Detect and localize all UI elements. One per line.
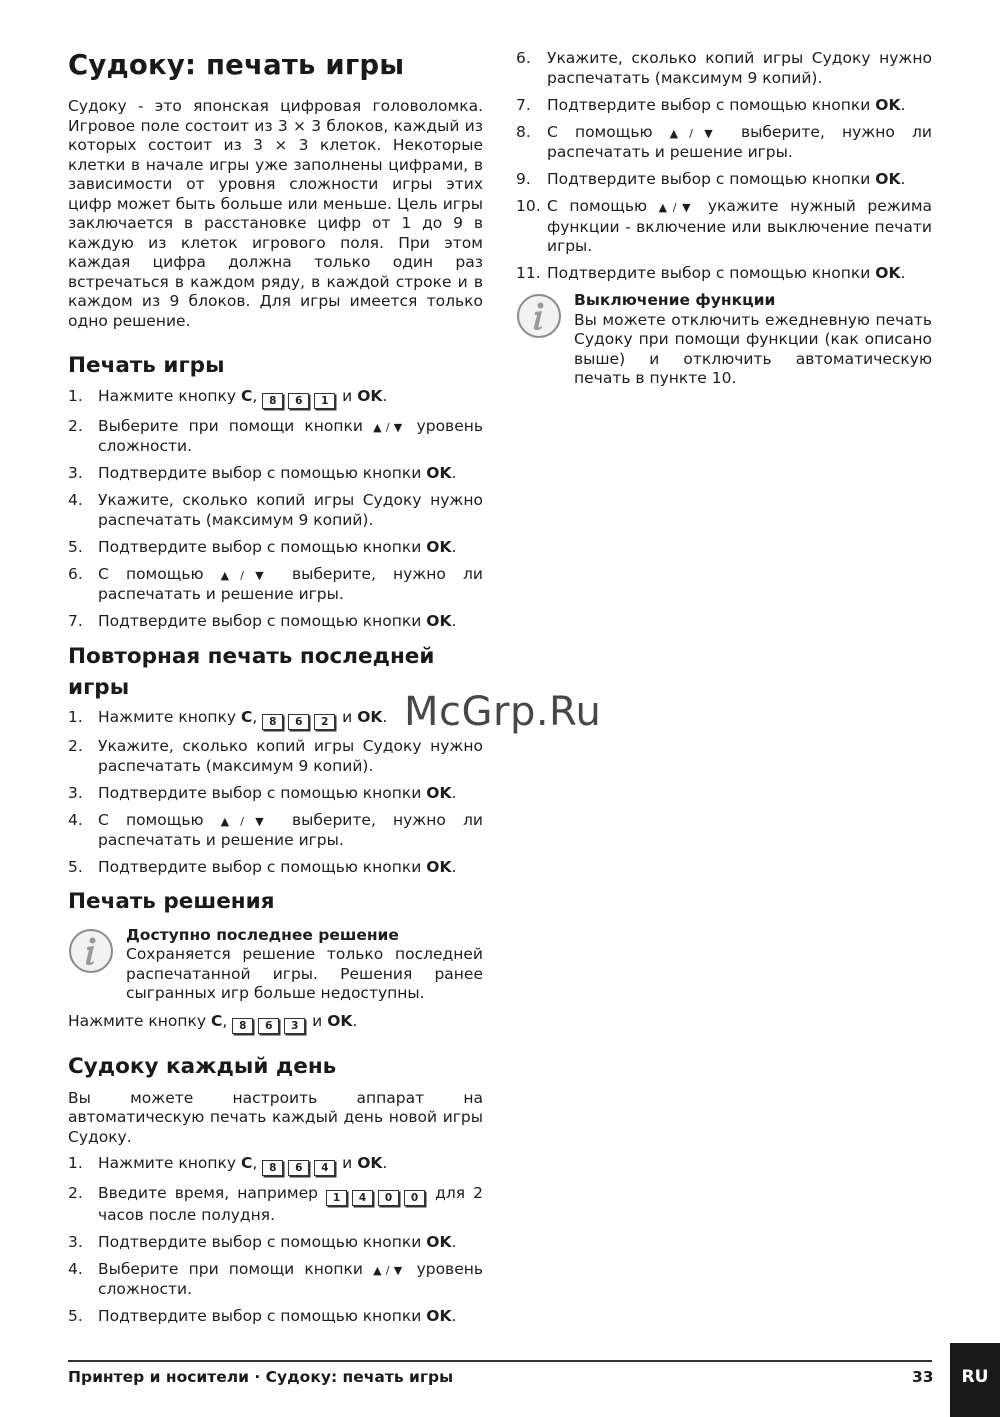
list-item: 5. Подтвердите выбор с помощью кнопки OK. [68,1307,457,1325]
key-6: 6 [288,1160,309,1176]
key-1: 1 [314,393,335,409]
page-title: Судоку: печать игры [68,49,405,81]
heading-reprint-last-game: Повторная печать последней игры [68,643,435,700]
note-title: Выключение функции [574,291,776,309]
up-down-arrows-icon: ▲/▼ [220,814,275,828]
info-icon [516,293,562,339]
list-item: 11. Подтвердите выбор с помощью кнопки OK. [516,264,906,282]
key-sequence [262,714,337,730]
note-disable-function [516,291,932,389]
note-last-solution [68,926,483,1004]
list-item: 4. Укажите, сколько копий игры Судоку нужно распечатать (максимум 9 копий). [68,491,483,529]
daily-steps-left [68,1154,483,1327]
footer-divider [68,1360,932,1362]
key-6: 6 [258,1018,279,1034]
list-item: 10. С помощью ▲/▼ укажите нужный режима функции - включение или выключение печати игры. [516,197,933,255]
info-icon [68,928,114,974]
key-1: 1 [326,1190,347,1206]
list-item: 3. Подтвердите выбор с помощью кнопки OK. [68,1232,457,1251]
key-8: 8 [262,1160,283,1176]
key-8: 8 [232,1018,253,1034]
time-key-sequence [326,1190,427,1206]
list-item: 1. Нажмите кнопку C, 8 6 1 и OK. [68,387,388,407]
note-text: Сохраняется решение только последней распечатанной игры. Решения ранее сыгранных игр больше недоступны. [126,945,483,1002]
page-number: 33 [912,1368,934,1386]
list-item: 2. Укажите, сколько копий игры Судоку нужно распечатать (максимум 9 копий). [68,737,483,775]
list-item: 2. Введите время, например 1 4 0 0 для 2 часов после полудня. [68,1183,483,1224]
key-sequence [262,1160,337,1176]
list-item: 4. Выберите при помощи кнопки ▲/▼ уровень сложности. [68,1259,483,1298]
watermark: McGrp.Ru [404,689,602,735]
note-title: Доступно последнее решение [126,925,399,944]
print-game-steps [68,387,483,632]
list-item: 6. Укажите, сколько копий игры Судоку нужно распечатать (максимум 9 копий). [516,49,932,87]
list-item: 5. Подтвердите выбор с помощью кнопки OK. [68,858,457,876]
list-item: 1. Нажмите кнопку C, 8 6 2 и OK. [68,707,388,728]
solution-instruction: Нажмите кнопку C, 8 6 3 и OK. [68,1011,358,1032]
key-6: 6 [288,393,309,409]
heading-print-solution: Печать решения [68,888,275,914]
note-text: Вы можете отключить ежедневную печать Судоку при помощи функции (как описано выше) и отключить автоматическую печать в пункте 10. [574,310,932,387]
list-item: 1. Нажмите кнопку C, 8 6 4 и OK. [68,1154,388,1174]
key-8: 8 [262,393,283,409]
list-item: 4. С помощью ▲/▼ выберите, нужно ли распечатать и решение игры. [68,810,483,849]
list-item: 5. Подтвердите выбор с помощью кнопки OK. [68,537,457,556]
key-4: 4 [314,1160,335,1176]
up-down-arrows-icon: ▲/▼ [373,1263,407,1277]
key-sequence [262,393,337,409]
key-8: 8 [262,714,283,730]
up-down-arrows-icon: ▲/▼ [220,568,275,582]
daily-intro: Вы можете настроить аппарат на автоматическую печать каждый день новой игры Судоку. [68,1088,483,1146]
key-0: 0 [404,1190,425,1206]
key-0: 0 [378,1190,399,1206]
heading-sudoku-daily: Судоку каждый день [68,1053,337,1079]
key-4: 4 [352,1190,373,1206]
list-item: 3. Подтвердите выбор с помощью кнопки OK. [68,783,457,802]
right-column [516,49,932,397]
list-item: 7. Подтвердите выбор с помощью кнопки OK. [68,612,457,630]
up-down-arrows-icon: ▲/▼ [373,420,407,434]
footer-breadcrumb: Принтер и носители · Судоку: печать игры [68,1368,454,1386]
up-down-arrows-icon: ▲/▼ [669,126,724,140]
list-item: 6. С помощью ▲/▼ выберите, нужно ли распечатать и решение игры. [68,564,483,603]
heading-print-game: Печать игры [68,353,225,378]
key-sequence [232,1018,307,1034]
list-item: 8. С помощью ▲/▼ выберите, нужно ли распечатать и решение игры. [516,122,932,161]
list-item: 2. Выберите при помощи кнопки ▲/▼ уровень сложности. [68,416,483,455]
up-down-arrows-icon: ▲/▼ [658,201,697,214]
daily-steps-right [516,49,932,284]
intro-paragraph: Судоку - это японская цифровая головоломка. Игровое поле состоит из 3 × 3 блоков, каждый из которых состоит из 3 × 3 клеток. Некоторые клетки в начале игры уже заполнены цифрами, в зависимости от уровня сложности игры этих цифр может быть больше или меньше. Цель игры заключается в расстановке цифр от 1 до 9 в каждую из клеток игрового поля. При этом каждая цифра должна только один раз встречаться в каждом ряду, в каждой строке и в каждом из 9 блоков. Для игры имеется только одно решение. [68,97,483,330]
key-3: 3 [284,1018,305,1034]
list-item: 3. Подтвердите выбор с помощью кнопки OK. [68,464,457,482]
key-6: 6 [288,714,309,730]
list-item: 7. Подтвердите выбор с помощью кнопки OK. [516,95,906,114]
list-item: 9. Подтвердите выбор с помощью кнопки OK. [516,170,906,188]
language-tab: RU [950,1343,1000,1417]
key-2: 2 [314,714,335,730]
